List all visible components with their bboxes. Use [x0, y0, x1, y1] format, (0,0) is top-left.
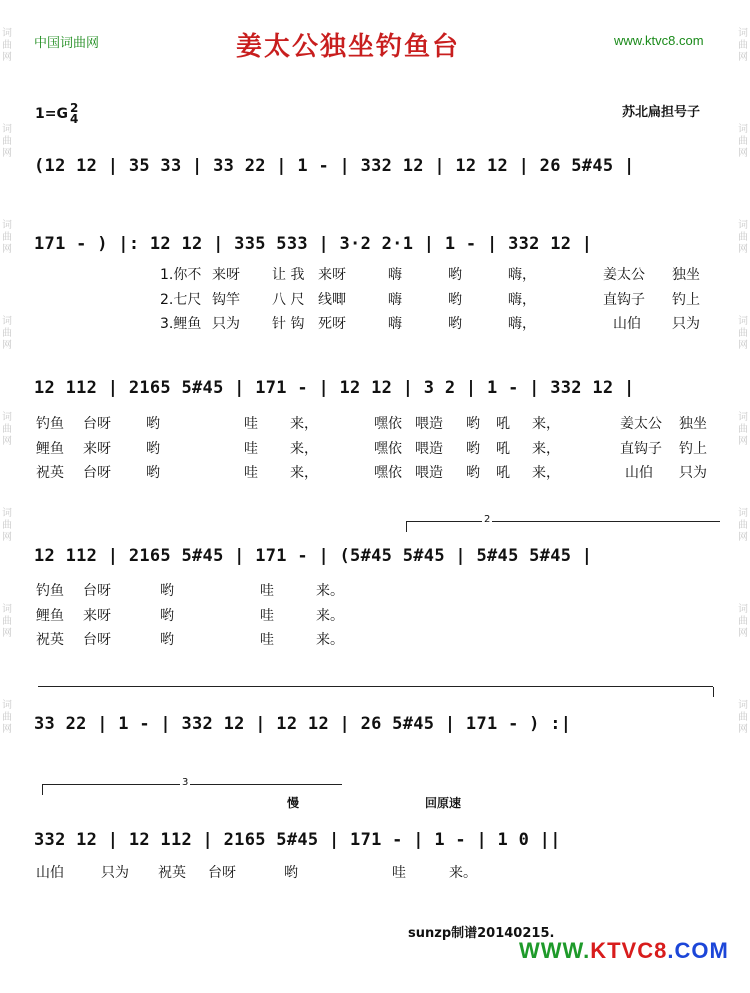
- watermark-glyph: 词: [738, 220, 748, 231]
- watermark-glyph: 曲: [2, 520, 12, 531]
- key-signature: [35, 103, 78, 125]
- lyric-row4-verse1: [0, 580, 750, 598]
- lyric-word: 死呀: [318, 316, 346, 332]
- watermark-glyph-group: [736, 220, 750, 256]
- watermark-glyph-group: [736, 28, 750, 64]
- lyric-row-verse2: [0, 289, 750, 307]
- watermark-right: [736, 28, 750, 796]
- watermark-glyph: 词: [2, 220, 12, 231]
- song-title: 姜太公独坐钓鱼台: [236, 32, 461, 62]
- watermark-glyph-group: [0, 700, 14, 736]
- lyric-word: 来，: [290, 465, 318, 481]
- watermark-glyph: 曲: [2, 712, 12, 723]
- watermark-glyph: 词: [738, 604, 748, 615]
- volta-tick: [42, 785, 43, 795]
- watermark-glyph: 词: [2, 700, 12, 711]
- time-bottom: 4: [69, 112, 79, 126]
- lyric-word: 嘿依: [374, 416, 402, 432]
- lyric-word: 1.你不: [160, 267, 202, 283]
- watermark-glyph: 词: [2, 508, 12, 519]
- volta-bracket-3: [42, 777, 342, 788]
- lyric-word: 吼: [496, 416, 510, 432]
- watermark-glyph: 网: [738, 148, 748, 159]
- watermark-glyph: 曲: [2, 40, 12, 51]
- song-origin: 苏北扁担号子: [622, 105, 701, 120]
- lyric-row3-verse2: [0, 438, 750, 456]
- watermark-glyph: 网: [738, 532, 748, 543]
- lyric-word: 来，: [532, 465, 560, 481]
- lyric-word: 山伯: [625, 465, 653, 481]
- watermark-glyph: 网: [738, 340, 748, 351]
- lyric-word: 嗨: [388, 267, 402, 283]
- lyric-word: 鲤鱼: [36, 608, 64, 624]
- lyric-word: 来呀: [318, 267, 346, 283]
- site-logo[interactable]: [519, 938, 729, 964]
- lyric-word: 哟: [146, 441, 160, 457]
- lyric-word: 哟: [466, 441, 480, 457]
- lyric-word: 来呀: [212, 267, 240, 283]
- watermark-glyph: 词: [2, 604, 12, 615]
- watermark-glyph: 词: [2, 316, 12, 327]
- score-line-5: 33 22 | 1 - | 332 12 | 12 12 | 26 5#45 | 171 - ) :|: [34, 714, 572, 734]
- lyric-word: 哟: [448, 316, 462, 332]
- lyric-word: 嗨，: [508, 267, 536, 283]
- lyric-word: 哟: [466, 416, 480, 432]
- lyric-word: 嗨，: [508, 316, 536, 332]
- lyric-word: 只为: [101, 865, 129, 881]
- lyric-row3-verse1: [0, 413, 750, 431]
- watermark-glyph: 词: [2, 412, 12, 423]
- watermark-glyph: 曲: [2, 136, 12, 147]
- tempo-resume: 回原速: [425, 796, 462, 810]
- lyric-row4-verse3: [0, 629, 750, 647]
- site-name[interactable]: 中国词曲网: [34, 36, 100, 51]
- lyric-word: 哇: [260, 583, 274, 599]
- lyric-word: 钩竿: [212, 292, 240, 308]
- watermark-glyph: 网: [2, 244, 12, 255]
- lyric-word: 嘿依: [374, 441, 402, 457]
- watermark-glyph: 词: [738, 28, 748, 39]
- time-signature: [70, 103, 78, 125]
- lyric-word: 哟: [448, 267, 462, 283]
- watermark-glyph-group: [736, 508, 750, 544]
- lyric-word: 哇: [244, 441, 258, 457]
- score-line-3: 12 112 | 2165 5#45 | 171 - | 12 12 | 3 2 | 1 - | 332 12 |: [34, 378, 635, 398]
- lyric-word: 山伯: [613, 316, 641, 332]
- lyric-word: 2.七尺: [160, 292, 202, 308]
- lyric-word: 直钩子: [620, 441, 662, 457]
- watermark-glyph: 曲: [2, 424, 12, 435]
- watermark-glyph-group: [0, 28, 14, 64]
- watermark-glyph: 曲: [2, 232, 12, 243]
- logo-part-com: .COM: [667, 938, 729, 963]
- lyric-word: 只为: [212, 316, 240, 332]
- lyric-word: 哇: [260, 632, 274, 648]
- lyric-word: 来，: [532, 441, 560, 457]
- lyric-word: 祝英: [158, 865, 186, 881]
- lyric-word: 山伯: [36, 865, 64, 881]
- watermark-glyph: 词: [738, 124, 748, 135]
- lyric-word: 哟: [448, 292, 462, 308]
- lyric-word: 来。: [316, 632, 344, 648]
- lyric-word: 哟: [284, 865, 298, 881]
- lyric-word: 哟: [146, 465, 160, 481]
- lyric-word: 来。: [316, 583, 344, 599]
- lyric-word: 台呀: [208, 865, 236, 881]
- lyric-word: 让 我: [272, 267, 305, 283]
- lyric-word: 鲤鱼: [36, 441, 64, 457]
- volta-tick: [713, 687, 714, 697]
- watermark-glyph: 曲: [738, 40, 748, 51]
- lyric-word: 来呀: [83, 441, 111, 457]
- transcriber-credit: sunzp制谱20140215.: [408, 926, 555, 941]
- volta-number: 3: [182, 777, 189, 788]
- watermark-glyph: 词: [2, 28, 12, 39]
- logo-part-www: WWW.: [519, 938, 591, 963]
- lyric-word: 哟: [146, 416, 160, 432]
- lyric-word: 祝英: [36, 632, 64, 648]
- logo-part-brand: KTVC8: [590, 938, 668, 963]
- lyric-word: 八 尺: [272, 292, 305, 308]
- watermark-glyph: 词: [738, 316, 748, 327]
- watermark-glyph: 曲: [2, 328, 12, 339]
- watermark-glyph-group: [736, 700, 750, 736]
- watermark-glyph: 网: [2, 52, 12, 63]
- lyric-word: 台呀: [83, 465, 111, 481]
- lyric-word: 嗨，: [508, 292, 536, 308]
- lyric-word: 来，: [290, 416, 318, 432]
- lyric-word: 独坐: [672, 267, 700, 283]
- watermark-glyph: 网: [738, 52, 748, 63]
- watermark-glyph-group: [0, 508, 14, 544]
- watermark-glyph-group: [736, 124, 750, 160]
- lyric-word: 姜太公: [603, 267, 645, 283]
- lyric-word: 吼: [496, 441, 510, 457]
- watermark-glyph: 网: [2, 148, 12, 159]
- lyric-word: 台呀: [83, 632, 111, 648]
- watermark-glyph: 曲: [738, 616, 748, 627]
- watermark-left: [0, 28, 14, 796]
- score-line-2: 171 - ) |: 12 12 | 335 533 | 3·2 2·1 | 1 - | 332 12 |: [34, 234, 593, 254]
- watermark-glyph: 词: [738, 508, 748, 519]
- lyric-word: 吼: [496, 465, 510, 481]
- lyric-word: 哟: [160, 583, 174, 599]
- lyric-word: 哟: [160, 608, 174, 624]
- lyric-word: 台呀: [83, 416, 111, 432]
- lyric-word: 3.鲤鱼: [160, 316, 202, 332]
- watermark-glyph: 网: [738, 724, 748, 735]
- lyric-word: 喂造: [415, 416, 443, 432]
- lyric-word: 哇: [244, 465, 258, 481]
- watermark-glyph: 词: [738, 700, 748, 711]
- volta-bracket-2: [406, 514, 720, 525]
- lyric-word: 针 钩: [272, 316, 305, 332]
- lyric-word: 嗨: [388, 316, 402, 332]
- lyric-word: 哟: [466, 465, 480, 481]
- lyric-word: 喂造: [415, 441, 443, 457]
- lyric-word: 嘿依: [374, 465, 402, 481]
- watermark-glyph: 网: [738, 244, 748, 255]
- watermark-glyph: 网: [2, 340, 12, 351]
- lyric-word: 姜太公: [620, 416, 662, 432]
- site-url[interactable]: www.ktvc8.com: [614, 33, 704, 48]
- watermark-glyph: 曲: [738, 424, 748, 435]
- lyric-word: 钓上: [672, 292, 700, 308]
- watermark-glyph: 曲: [738, 136, 748, 147]
- lyric-word: 独坐: [679, 416, 707, 432]
- lyric-word: 直钩子: [603, 292, 645, 308]
- lyric-word: 来，: [290, 441, 318, 457]
- lyric-word: 嗨: [388, 292, 402, 308]
- watermark-glyph: 网: [2, 436, 12, 447]
- lyric-word: 钓鱼: [36, 583, 64, 599]
- lyric-word: 线唧: [318, 292, 346, 308]
- watermark-glyph-group: [0, 124, 14, 160]
- score-line-4: 12 112 | 2165 5#45 | 171 - | (5#45 5#45 | 5#45 5#45 |: [34, 546, 593, 566]
- lyric-word: 钓上: [679, 441, 707, 457]
- lyric-word: 只为: [672, 316, 700, 332]
- key-label: 1=G: [35, 106, 68, 122]
- watermark-glyph: 词: [2, 124, 12, 135]
- lyric-word: 钓鱼: [36, 416, 64, 432]
- watermark-glyph: 词: [738, 412, 748, 423]
- volta-bracket-2-continued: [38, 686, 713, 687]
- lyric-word: 祝英: [36, 465, 64, 481]
- watermark-glyph: 曲: [738, 328, 748, 339]
- lyric-row-verse1: [0, 264, 750, 282]
- lyric-word: 只为: [679, 465, 707, 481]
- lyric-word: 哇: [244, 416, 258, 432]
- watermark-glyph: 曲: [738, 232, 748, 243]
- time-top: 2: [69, 101, 79, 115]
- tempo-slow: 慢: [287, 796, 300, 810]
- lyric-word: 喂造: [415, 465, 443, 481]
- watermark-glyph: 网: [2, 724, 12, 735]
- watermark-glyph-group: [0, 220, 14, 256]
- lyric-word: 哟: [160, 632, 174, 648]
- lyric-row-verse3: [0, 313, 750, 331]
- lyric-row4-verse2: [0, 605, 750, 623]
- watermark-glyph: 网: [2, 628, 12, 639]
- lyric-word: 来。: [316, 608, 344, 624]
- watermark-glyph: 网: [738, 436, 748, 447]
- watermark-glyph: 曲: [738, 520, 748, 531]
- watermark-glyph: 曲: [2, 616, 12, 627]
- score-line-6: 332 12 | 12 112 | 2165 5#45 | 171 - | 1 - | 1 0 ||: [34, 830, 561, 850]
- lyric-word: 来，: [532, 416, 560, 432]
- lyric-row6: [0, 862, 750, 880]
- lyric-word: 台呀: [83, 583, 111, 599]
- watermark-glyph: 曲: [738, 712, 748, 723]
- lyric-word: 来呀: [83, 608, 111, 624]
- lyric-word: 哇: [392, 865, 406, 881]
- lyric-row3-verse3: [0, 462, 750, 480]
- watermark-glyph: 网: [2, 532, 12, 543]
- volta-tick: [406, 522, 407, 532]
- lyric-word: 来。: [449, 865, 477, 881]
- watermark-glyph: 网: [738, 628, 748, 639]
- lyric-word: 哇: [260, 608, 274, 624]
- volta-number: 2: [484, 514, 491, 525]
- score-line-1: (12 12 | 35 33 | 33 22 | 1 - | 332 12 | 12 12 | 26 5#45 |: [34, 156, 635, 176]
